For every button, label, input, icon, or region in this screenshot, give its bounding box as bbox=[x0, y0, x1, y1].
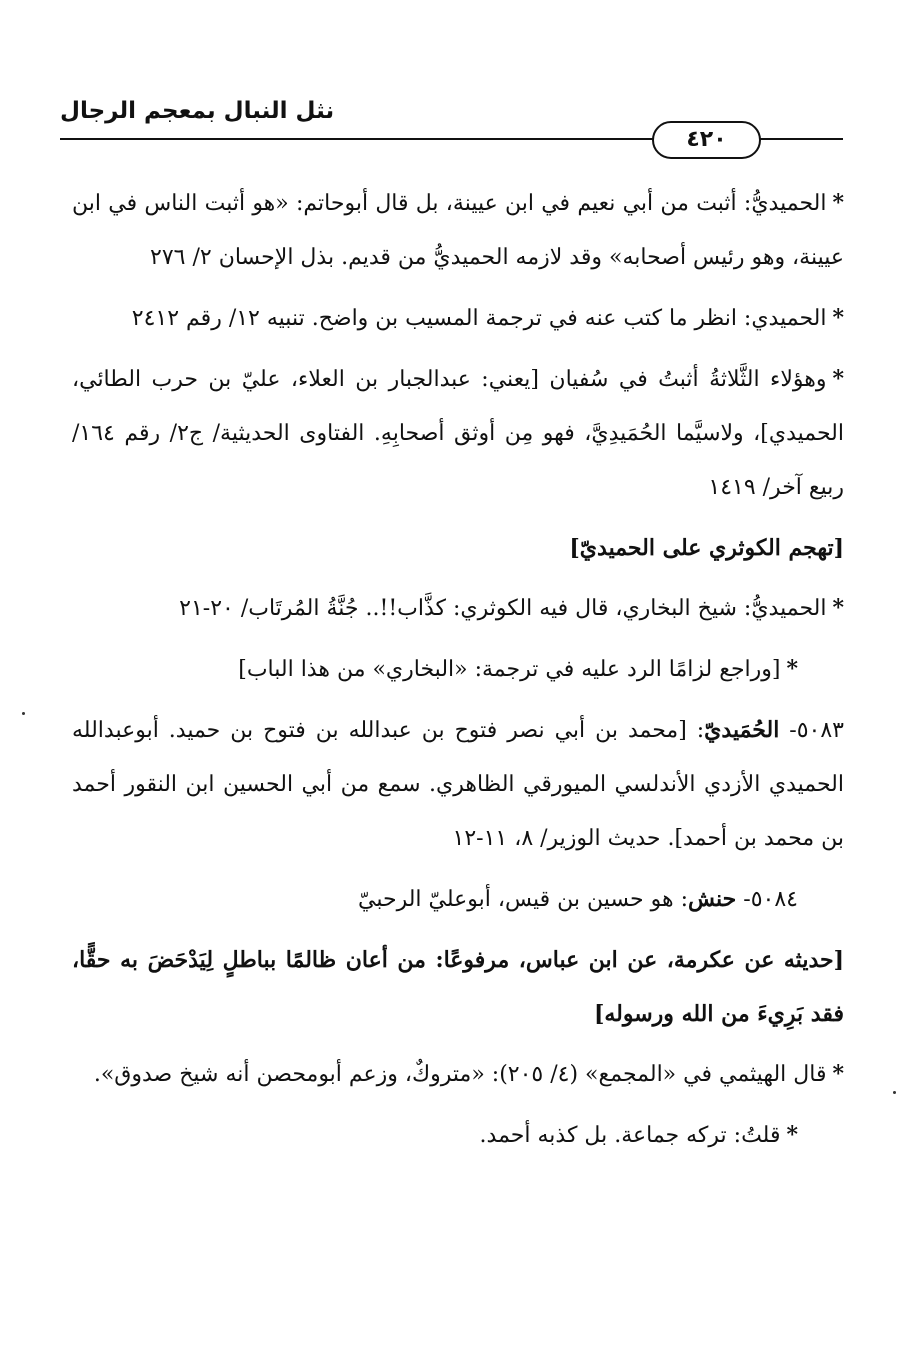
scan-speck bbox=[893, 1091, 896, 1094]
running-header-title: نثل النبال بمعجم الرجال bbox=[60, 98, 335, 124]
entry-5084-hanash bbox=[72, 872, 844, 927]
entry-text: الحميديُّ: أثبت من أبي نعيم في ابن عيينة، بل قال أبوحاتم: «هو أثبت الناس في ابن عيينة، وهو رئيس أصحابه» وقد لازمه الحميديُّ من قديم. بذل الإحسان ٢/ ٢٧٦ bbox=[72, 191, 844, 270]
hadith-text: [حديثه عن عكرمة، عن ابن عباس، مرفوعًا: من أعان ظالمًا بباطلٍ لِيَدْحَضَ به حقًّا، فقد بَرِيءَ من الله ورسوله] bbox=[72, 947, 844, 1027]
page-body bbox=[72, 176, 844, 1169]
entry-marker: * bbox=[832, 305, 844, 331]
entry-marker: * bbox=[832, 1061, 844, 1087]
entry-marker: * bbox=[786, 1122, 798, 1148]
entry-number: ٥٠٨٤- bbox=[743, 887, 798, 912]
entry-text: [وراجع لزامًا الرد عليه في ترجمة: «البخاري» من هذا الباب] bbox=[238, 657, 781, 682]
entry-kawthari-claim bbox=[72, 581, 844, 636]
entry-see-bukhari bbox=[72, 642, 844, 697]
entry-text: قال الهيثمي في «المجمع» (٤/ ٢٠٥): «متروكٌ، وزعم أبومحصن أنه شيخ صدوق». bbox=[93, 1062, 827, 1087]
entry-marker: * bbox=[786, 656, 798, 682]
entry-name: حنش bbox=[688, 886, 737, 912]
entry-marker: * bbox=[832, 595, 844, 621]
entry-number: ٥٠٨٣- bbox=[789, 718, 844, 743]
entry-text: الحميديُّ: شيخ البخاري، قال فيه الكوثري: كذَّاب!!.. جُنَّةُ المُرتَاب/ ٢٠-٢١ bbox=[179, 596, 827, 621]
entry-text: وهؤلاء الثَّلاثةُ أثبتُ في سُفيان [يعني: عبدالجبار بن العلاء، عليّ بن حرب الطائي، الحميدي]، ولاسيَّما الحُمَيدِيَّ، فهو مِن أوثق أصحابِهِ. الفتاوى الحديثية/ ج٢/ رقم ١٦٤/ ربيع آخر/ ١٤١٩ bbox=[72, 367, 845, 500]
entry-qultu bbox=[72, 1108, 844, 1163]
entry-text: قلتُ: تركه جماعة. بل كذبه أحمد. bbox=[479, 1123, 781, 1148]
entry-text: الحميدي: انظر ما كتب عنه في ترجمة المسيب بن واضح. تنبيه ١٢/ رقم ٢٤١٢ bbox=[131, 306, 827, 331]
section-heading-kawthari: [تهجم الكوثري على الحميديّ] bbox=[569, 535, 844, 561]
entry-al-humaydi-musayyib bbox=[72, 291, 844, 346]
entry-5083-humaydi bbox=[72, 703, 844, 866]
entry-text: : [محمد بن أبي نصر فتوح بن عبدالله بن فتوح بن حميد. أبوعبدالله الحميدي الأزدي الأندلسي الميورقي الظاهري. سمع من أبي الحسين ابن النقور أحمد بن محمد بن أحمد]. حديث الوزير/ ٨، ١١-١٢ bbox=[72, 718, 844, 851]
page-number: ٤٢٠ bbox=[652, 121, 761, 159]
entry-haythami bbox=[72, 1047, 844, 1102]
entry-text: : هو حسين بن قيس، أبوعليّ الرحبيّ bbox=[358, 887, 688, 912]
entry-marker: * bbox=[832, 366, 844, 392]
entry-thalatha bbox=[72, 352, 844, 515]
entry-name: الحُمَيديّ bbox=[704, 717, 780, 743]
scan-speck bbox=[22, 712, 25, 715]
entry-marker: * bbox=[832, 190, 844, 216]
entry-al-humaydi-ibn-uyayna bbox=[72, 176, 844, 285]
